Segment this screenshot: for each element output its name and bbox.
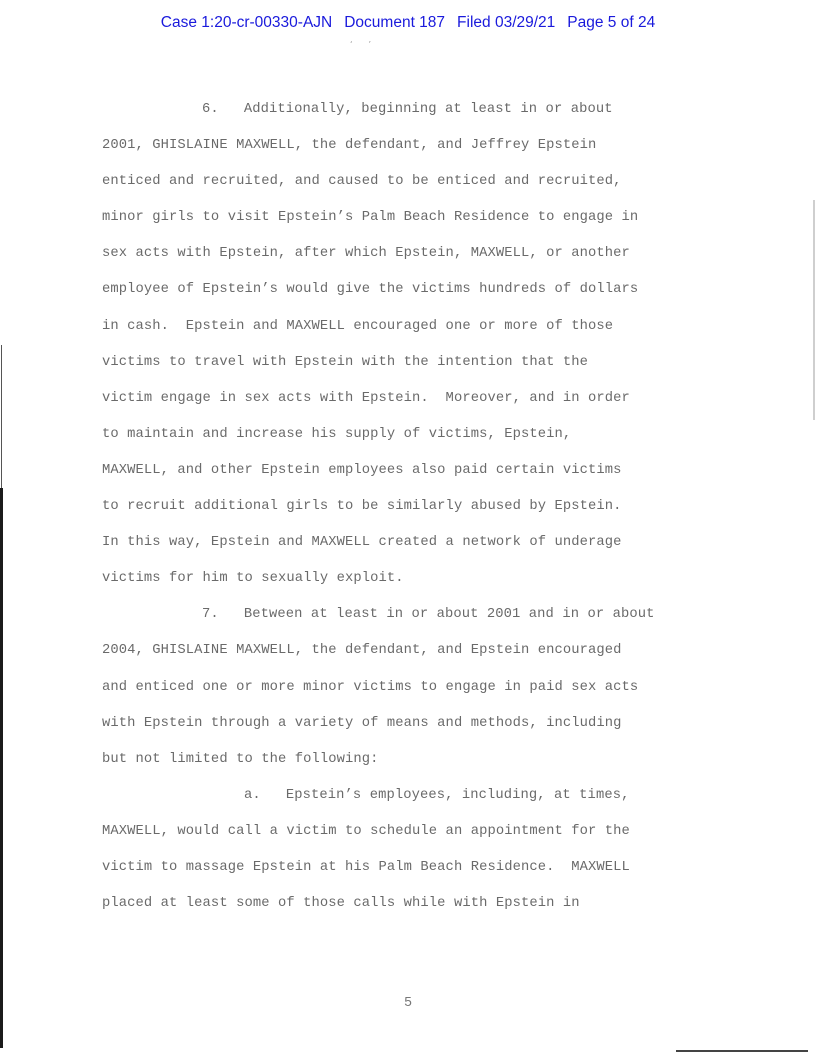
- text-line: MAXWELL, and other Epstein employees also paid certain victims: [102, 462, 622, 478]
- text-line: a. Epstein’s employees, including, at times,: [244, 787, 630, 803]
- text-line: MAXWELL, would call a victim to schedule an appointment for the: [102, 823, 630, 839]
- text-line: sex acts with Epstein, after which Epstein, MAXWELL, or another: [102, 246, 630, 262]
- text-line: victim to massage Epstein at his Palm Beach Residence. MAXWELL: [102, 859, 630, 875]
- text-line: with Epstein through a variety of means and methods, including: [102, 715, 622, 731]
- subparagraph-7a: [102, 778, 722, 922]
- text-line: minor girls to visit Epstein’s Palm Beach Residence to engage in: [102, 210, 639, 226]
- text-line: victims for him to sexually exploit.: [102, 571, 404, 587]
- text-line: victims to travel with Epstein with the intention that the: [102, 354, 589, 370]
- scan-edge-thin: [1, 345, 2, 488]
- ecf-header: [0, 14, 816, 32]
- scan-edge-left: [0, 488, 3, 1048]
- paragraph-7: [102, 597, 722, 777]
- text-line: In this way, Epstein and MAXWELL created a network of underage: [102, 535, 622, 551]
- page-count: Page 5 of 24: [567, 14, 656, 31]
- text-line: victim engage in sex acts with Epstein. Moreover, and in order: [102, 390, 630, 406]
- text-line: in cash. Epstein and MAXWELL encouraged one or more of those: [102, 318, 614, 334]
- filed-date: Filed 03/29/21: [457, 14, 556, 31]
- text-line: but not limited to the following:: [102, 751, 379, 767]
- text-line: and enticed one or more minor victims to engage in paid sex acts: [102, 679, 639, 695]
- document-number: Document 187: [344, 14, 446, 31]
- scan-edge-right: [813, 200, 815, 420]
- text-line: 2004, GHISLAINE MAXWELL, the defendant, and Epstein encouraged: [102, 643, 622, 659]
- text-line: employee of Epstein’s would give the victims hundreds of dollars: [102, 282, 639, 298]
- body-text: [102, 92, 722, 922]
- text-line: placed at least some of those calls while with Epstein in: [102, 896, 580, 912]
- case-number: Case 1:20-cr-00330-AJN: [160, 14, 333, 31]
- page-number: 5: [403, 996, 413, 1011]
- scan-edge-bottom: [676, 1050, 808, 1052]
- text-line: enticed and recruited, and caused to be enticed and recruited,: [102, 174, 622, 190]
- text-line: 6. Additionally, beginning at least in or about: [202, 102, 613, 117]
- text-line: 2001, GHISLAINE MAXWELL, the defendant, and Jeffrey Epstein: [102, 138, 597, 154]
- text-line: to recruit additional girls to be similarly abused by Epstein.: [102, 499, 622, 515]
- scan-specks: ‘ ’: [350, 40, 372, 49]
- text-line: 7. Between at least in or about 2001 and in or about: [202, 607, 655, 623]
- paragraph-6: [102, 92, 722, 597]
- text-line: to maintain and increase his supply of victims, Epstein,: [102, 426, 572, 442]
